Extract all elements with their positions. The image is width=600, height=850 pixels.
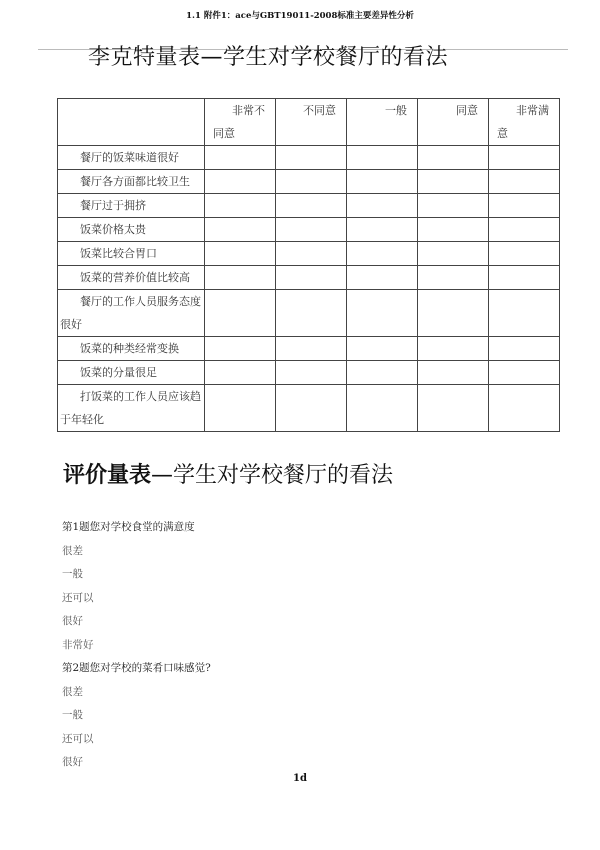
rating-cell[interactable] xyxy=(205,170,276,194)
table-row xyxy=(58,361,560,385)
header-option-disagree xyxy=(276,99,347,146)
item-text: 餐厅过于拥挤 xyxy=(80,199,146,212)
header-blank-cell xyxy=(58,99,205,146)
rating-cell[interactable] xyxy=(347,194,418,218)
rating-cell[interactable] xyxy=(489,385,560,432)
answer-option[interactable]: 还可以 xyxy=(62,591,94,604)
rating-cell[interactable] xyxy=(489,218,560,242)
item-text: 餐厅的工作人员服务态度 xyxy=(80,295,201,308)
rating-cell[interactable] xyxy=(489,290,560,337)
rating-cell[interactable] xyxy=(489,337,560,361)
rating-cell[interactable] xyxy=(205,146,276,170)
header-option-strongly-satisfied xyxy=(489,99,560,146)
rating-cell[interactable] xyxy=(205,337,276,361)
likert-table xyxy=(57,98,560,432)
rating-cell[interactable] xyxy=(347,170,418,194)
rating-cell[interactable] xyxy=(276,194,347,218)
rating-cell[interactable] xyxy=(276,218,347,242)
table-row xyxy=(58,218,560,242)
option-label-top: 非常满 xyxy=(516,104,549,117)
item-cell xyxy=(58,361,205,385)
rating-cell[interactable] xyxy=(205,266,276,290)
item-text: 饭菜比较合胃口 xyxy=(80,247,157,260)
table-header-row xyxy=(58,99,560,146)
item-text-cont: 于年轻化 xyxy=(60,413,104,426)
rating-cell[interactable] xyxy=(489,361,560,385)
item-text: 饭菜价格太贵 xyxy=(80,223,146,236)
rating-cell[interactable] xyxy=(489,194,560,218)
rating-cell[interactable] xyxy=(347,266,418,290)
item-cell xyxy=(58,385,205,432)
answer-option[interactable]: 很好 xyxy=(62,756,83,768)
table-row xyxy=(58,337,560,361)
answer-option[interactable]: 一般 xyxy=(62,709,83,721)
rating-cell[interactable] xyxy=(276,242,347,266)
rating-cell[interactable] xyxy=(205,385,276,432)
page-number: 1d xyxy=(293,773,307,784)
table-row xyxy=(58,170,560,194)
rating-cell[interactable] xyxy=(418,218,489,242)
option-label-top: 同意 xyxy=(456,104,478,117)
option-label-top: 非常不 xyxy=(232,104,265,117)
question-2: 第2题您对学校的菜肴口味感觉? xyxy=(62,662,211,674)
item-text: 饭菜的分量很足 xyxy=(80,366,157,379)
rating-cell[interactable] xyxy=(418,146,489,170)
option-label-top: 一般 xyxy=(385,104,407,117)
item-cell xyxy=(58,170,205,194)
item-cell xyxy=(58,242,205,266)
table-row xyxy=(58,242,560,266)
answer-option[interactable]: 非常好 xyxy=(62,638,94,651)
rating-title-rest: —学生对学校餐厅的看法 xyxy=(151,463,394,488)
rating-cell[interactable] xyxy=(418,385,489,432)
rating-cell[interactable] xyxy=(347,361,418,385)
rating-cell[interactable] xyxy=(347,242,418,266)
item-cell xyxy=(58,194,205,218)
table-row xyxy=(58,194,560,218)
rating-title xyxy=(63,458,393,489)
rating-cell[interactable] xyxy=(418,361,489,385)
rating-cell[interactable] xyxy=(276,361,347,385)
item-cell xyxy=(58,337,205,361)
rating-cell[interactable] xyxy=(347,218,418,242)
rating-cell[interactable] xyxy=(276,266,347,290)
rating-cell[interactable] xyxy=(205,290,276,337)
rating-cell[interactable] xyxy=(347,337,418,361)
header-option-strongly-disagree xyxy=(205,99,276,146)
item-cell xyxy=(58,146,205,170)
table-row xyxy=(58,290,560,337)
rating-cell[interactable] xyxy=(347,146,418,170)
header-option-neutral xyxy=(347,99,418,146)
item-text-cont: 很好 xyxy=(60,318,82,331)
rating-cell[interactable] xyxy=(205,242,276,266)
rating-cell[interactable] xyxy=(347,290,418,337)
header-option-agree xyxy=(418,99,489,146)
item-text: 打饭菜的工作人员应该趋 xyxy=(80,390,201,403)
rating-cell[interactable] xyxy=(418,337,489,361)
table-row xyxy=(58,146,560,170)
rating-cell[interactable] xyxy=(276,290,347,337)
option-label-bottom: 意 xyxy=(497,127,508,140)
survey-questions xyxy=(62,516,211,775)
rating-cell[interactable] xyxy=(418,290,489,337)
item-text: 饭菜的营养价值比较高 xyxy=(80,271,190,284)
answer-option[interactable]: 还可以 xyxy=(62,732,94,745)
option-label-bottom: 同意 xyxy=(213,127,235,140)
item-text: 餐厅的饭菜味道很好 xyxy=(80,151,179,164)
table-row xyxy=(58,266,560,290)
rating-cell[interactable] xyxy=(276,337,347,361)
rating-cell[interactable] xyxy=(489,266,560,290)
table-row xyxy=(58,385,560,432)
answer-option[interactable]: 很差 xyxy=(62,685,83,698)
item-cell xyxy=(58,218,205,242)
rating-cell[interactable] xyxy=(205,194,276,218)
rating-cell[interactable] xyxy=(276,385,347,432)
rating-cell[interactable] xyxy=(276,146,347,170)
item-text: 餐厅各方面都比较卫生 xyxy=(80,175,190,188)
item-text: 饭菜的种类经常变换 xyxy=(80,342,179,355)
item-cell xyxy=(58,266,205,290)
rating-cell[interactable] xyxy=(489,170,560,194)
rating-cell[interactable] xyxy=(418,242,489,266)
rating-cell[interactable] xyxy=(205,361,276,385)
rating-cell[interactable] xyxy=(418,266,489,290)
rating-cell[interactable] xyxy=(347,385,418,432)
rating-title-bold: 评价量表 xyxy=(63,463,152,488)
likert-title: 李克特量表—学生对学校餐厅的看法 xyxy=(88,45,449,70)
rating-cell[interactable] xyxy=(489,146,560,170)
rating-cell[interactable] xyxy=(489,242,560,266)
rating-cell[interactable] xyxy=(276,170,347,194)
answer-option[interactable]: 很好 xyxy=(62,615,83,627)
answer-option[interactable]: 一般 xyxy=(62,568,83,580)
option-label-top: 不同意 xyxy=(303,104,336,117)
rating-cell[interactable] xyxy=(205,218,276,242)
answer-option[interactable]: 很差 xyxy=(62,544,83,557)
question-1: 第1题您对学校食堂的满意度 xyxy=(62,521,195,533)
item-cell xyxy=(58,290,205,337)
page-header: 1.1 附件1：ace与GBT19011-2008标准主要差异性分析 xyxy=(186,11,414,21)
rating-cell[interactable] xyxy=(418,194,489,218)
rating-cell[interactable] xyxy=(418,170,489,194)
